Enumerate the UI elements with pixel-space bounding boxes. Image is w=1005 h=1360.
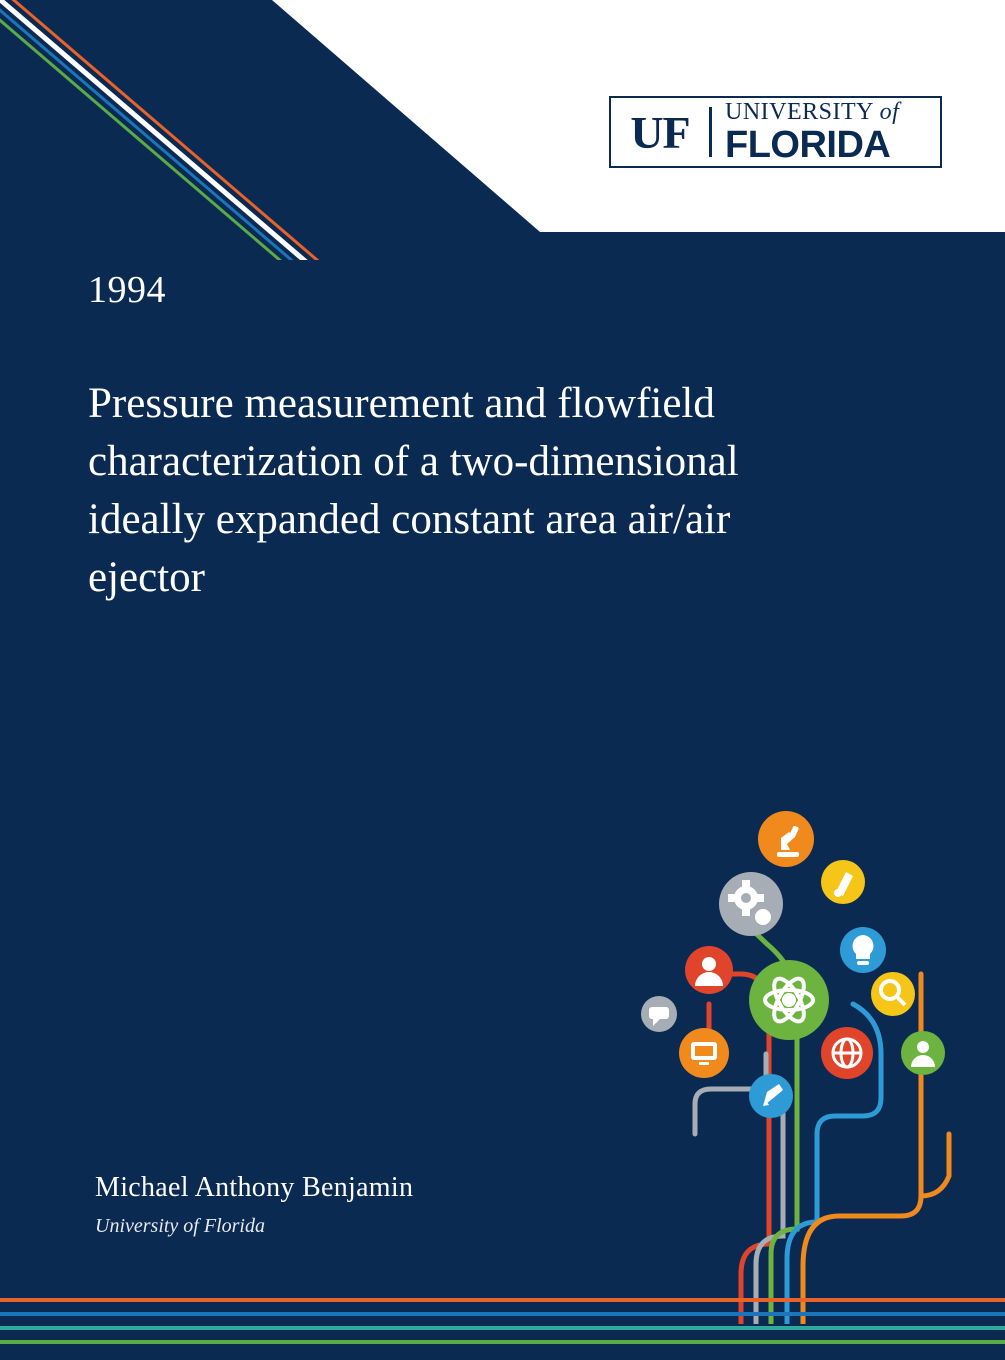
top-diagonal-stripes xyxy=(0,0,620,260)
bottom-stripe-teal xyxy=(0,1326,1005,1330)
publication-year: 1994 xyxy=(88,269,166,311)
logo-of-word: of xyxy=(879,99,900,125)
author-affiliation: University of Florida xyxy=(95,1215,265,1237)
logo-university-word: UNIVERSITY xyxy=(725,99,874,125)
uf-monogram: UF xyxy=(630,106,690,158)
bottom-stripe-orange xyxy=(0,1298,1005,1302)
bottom-stripes xyxy=(0,1282,1005,1360)
bottom-stripe-green xyxy=(0,1340,1005,1344)
uf-logo xyxy=(609,96,942,168)
stripe-orange xyxy=(0,0,537,260)
author-name: Michael Anthony Benjamin xyxy=(95,1172,414,1203)
logo-university-line xyxy=(725,100,940,124)
bottom-stripe-blue xyxy=(0,1312,1005,1316)
science-tree-illustration xyxy=(591,804,991,1324)
cover-title: Pressure measurement and flowfield characterization of a two-dimensional ideally expanded constant area air/air ejector xyxy=(88,380,739,602)
logo-florida-word: FLORIDA xyxy=(725,124,891,166)
